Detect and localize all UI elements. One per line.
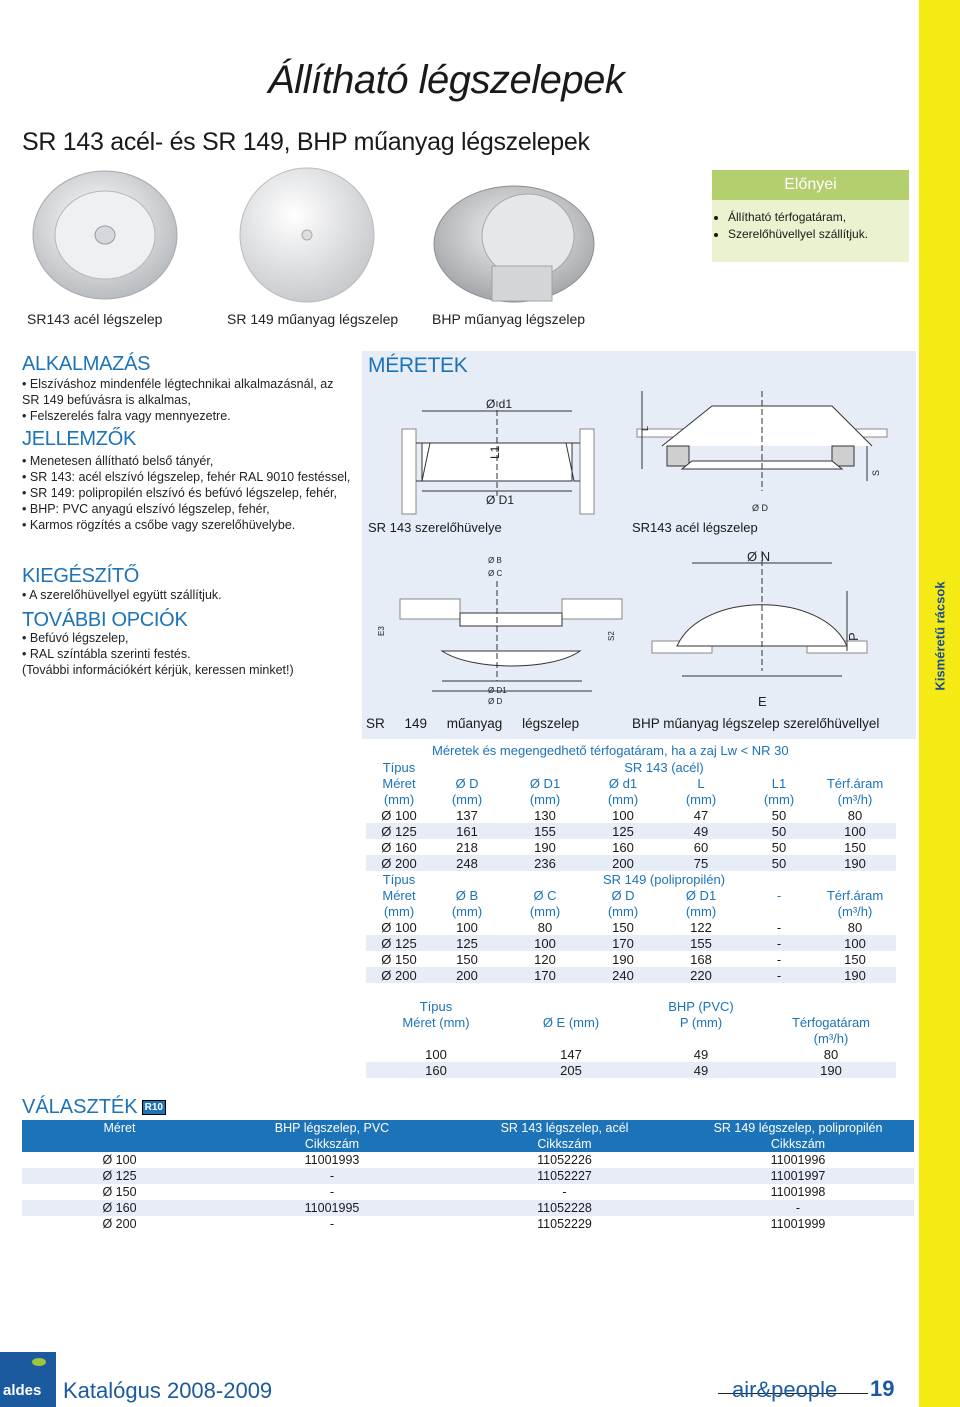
list-item: • Menetesen állítható belső tányér, [22,453,352,469]
cell: Ø D [455,775,479,791]
dim-label: Ø d1 [486,397,513,411]
page-number: 19 [870,1376,895,1401]
advantages-title: Előnyei [712,170,909,200]
cell: (mm) [529,791,561,807]
cell: (mm) [607,903,639,919]
sidebar-tab [919,0,960,1407]
photo-caption-sr143: SR143 acél légszelep [27,311,163,327]
cell: - [776,887,782,903]
table-row: Ø 100 11001993 11052226 11001996 [102,1153,826,1167]
tovabbi-list [22,630,352,678]
cell: (m³/h) [837,791,873,807]
cell: Ø d1 [608,775,638,791]
cell: SR 149 (polipropilén) [602,871,726,887]
advantage-item: • Állítható térfogatáram, [728,210,909,224]
tovabbi-note: (További információkért kérjük, keressen minket!) [22,663,294,677]
dim-label: L [640,425,650,431]
cell [744,903,814,919]
table-row: Ø 200 248 236 200 75 50 190 [366,855,896,871]
dim-label: S2 [607,631,616,641]
alkalmazas-heading: ALKALMAZÁS [22,353,151,375]
list-item: • RAL színtábla szerinti festés. [22,646,352,662]
tovabbi-heading: TOVÁBBI OPCIÓK [22,609,188,631]
dim-label: Ø B [488,556,502,565]
cell: Térf.áram [826,775,884,791]
page-subtitle: SR 143 acél- és SR 149, BHP műanyag légszelepek [22,128,590,156]
cell: L1 [771,775,787,791]
cell: Ø D1 [529,775,561,791]
dim-label: L1 [488,445,502,459]
table-row: Ø 160 218 190 160 60 50 150 [381,839,866,855]
dim-label: Ø D1 [488,686,507,695]
drawing-caption: SR 143 szerelőhüvelye [368,520,502,535]
kiegeszito-heading: KIEGÉSZÍTŐ [22,565,140,587]
bhp-photo [432,176,597,306]
brand-label: air&people [732,1377,838,1402]
table-row: Ø 125 125 100 170 155 - 100 [366,935,896,951]
cell: Típus [382,871,416,887]
cell: Ø B [455,887,479,903]
dim-label: E [758,694,767,709]
dim-label: Ø D [488,697,503,706]
table-row: Ø 100 100 80 150 122 - 80 [381,919,863,935]
table-row: Ø 150 - - 11001998 [102,1185,826,1199]
table-row: Ø 160 11001995 11052228 - [22,1200,914,1216]
cell: Ø E (mm) [542,1014,600,1030]
cell: Méret (mm) [402,1014,470,1030]
cell: (mm) [685,903,717,919]
logo-text: aldes [3,1382,42,1399]
product-code-table: Méret BHP légszelep, PVC SR 143 légszelep, acél SR 149 légszelep, polipropilén Cikkszám Cikkszám Cikkszám Ø 100 11001993 11052226 11001996 Ø 125 - 11052227 11001997 Ø 150 - - 11001998 Ø 160 11001995 11052228 - Ø 200 - 11052229 11001999 [22,1120,914,1232]
aldes-logo [0,1352,56,1407]
sidebar-label: Kisméretű rácsok [932,581,947,691]
logo-leaf-icon [32,1358,46,1366]
cell: Ø D1 [685,887,717,903]
cell: BHP (PVC) [668,998,734,1014]
list-item: • BHP: PVC anyagú elszívó légszelep, fehér, [22,501,352,517]
drawing-caption: BHP műanyag légszelep szerelőhüvellyel [632,716,880,731]
jellemzok-list [22,453,352,533]
page-title: Állítható légszelepek [268,58,625,102]
cell: (m³/h) [813,1030,849,1046]
advantages-box [712,200,909,262]
list-item: • Elszíváshoz mindenféle légtechnikai alkalmazásnál, az SR 149 befúvásra is alkalmas, [22,376,352,408]
jellemzok-heading: JELLEMZŐK [22,428,136,450]
r10-badge: R10 [142,1100,166,1115]
cell: (mm) [607,791,639,807]
cell: Ø D [611,887,635,903]
list-item: • SR 143: acél elszívó légszelep, fehér RAL 9010 festéssel, [22,469,352,485]
alkalmazas-list [22,376,352,424]
kiegeszito-list [22,587,352,603]
dim-label: E3 [377,626,386,636]
dim-label: Ø C [488,569,503,578]
table-row: Ø 200 - 11052229 11001999 [102,1217,826,1231]
cell: L [697,775,705,791]
dim-label: Ø N [747,549,771,564]
table-row: Ø 150 150 120 190 168 - 150 [381,951,866,967]
sr149-photo [237,165,377,305]
valasztek-heading-wrap [22,1096,166,1119]
photo-caption-bhp: BHP műanyag légszelep [432,311,586,327]
cell: Méret [382,887,416,903]
dim-label: Ø D1 [486,493,515,507]
meretek-heading: MÉRETEK [368,354,468,377]
advantage-item: • Szerelőhüvellyel szállítjuk. [728,227,909,241]
cell: Térfogatáram [791,1014,871,1030]
cell: (mm) [763,791,795,807]
cell: (m³/h) [837,903,873,919]
cell: SR 143 (acél) [624,759,704,775]
table-row: 160 205 49 190 [366,1062,896,1078]
table-row: Ø 200 200 170 240 220 - 190 [366,967,896,983]
valasztek-heading: VÁLASZTÉK [22,1096,138,1118]
cell: Típus [382,759,416,775]
cell: Ø C [533,887,557,903]
drawing-caption: SR 149 műanyag légszelep [366,716,580,731]
list-item: • Befúvó légszelep, [22,630,352,646]
table-row: 100 147 49 80 [425,1046,839,1062]
table-row: Ø 125 161 155 125 49 50 100 [366,823,896,839]
table-row: Ø 100 137 130 100 47 50 80 [381,807,863,823]
cell: Méret [382,775,416,791]
cell: (mm) [383,903,415,919]
bhp-table [366,998,896,1078]
photo-caption-sr149: SR 149 műanyag légszelep [227,311,399,327]
dimension-drawings [362,351,916,739]
cell: Térf.áram [826,887,884,903]
cell: Típus [419,998,453,1014]
sr143-photo [30,168,180,303]
cell: P (mm) [679,1014,723,1030]
cell: (mm) [685,791,717,807]
list-item: • Karmos rögzítés a csőbe vagy szerelőhüvelybe. [22,517,352,533]
cell: (mm) [383,791,415,807]
cell: (mm) [529,903,561,919]
list-item: • Felszerelés falra vagy mennyezetre. [22,408,352,424]
table-row: Ø 125 - 11052227 11001997 [22,1168,914,1184]
table1-title: Méretek és megengedhető térfogatáram, ha a zaj Lw < NR 30 [432,743,789,758]
list-item: • SR 149: polipropilén elszívó és befúvó légszelep, fehér, [22,485,352,501]
drawing-caption: SR143 acél légszelep [632,520,758,535]
dim-label: P [846,632,861,641]
dimension-table [366,759,896,983]
catalog-label: Katalógus 2008-2009 [63,1378,273,1403]
cell: (mm) [451,903,483,919]
cell: (mm) [451,791,483,807]
dim-label: S [871,469,881,476]
list-item: • A szerelőhüvellyel együtt szállítjuk. [22,587,352,603]
dim-label: Ø D [752,503,769,513]
